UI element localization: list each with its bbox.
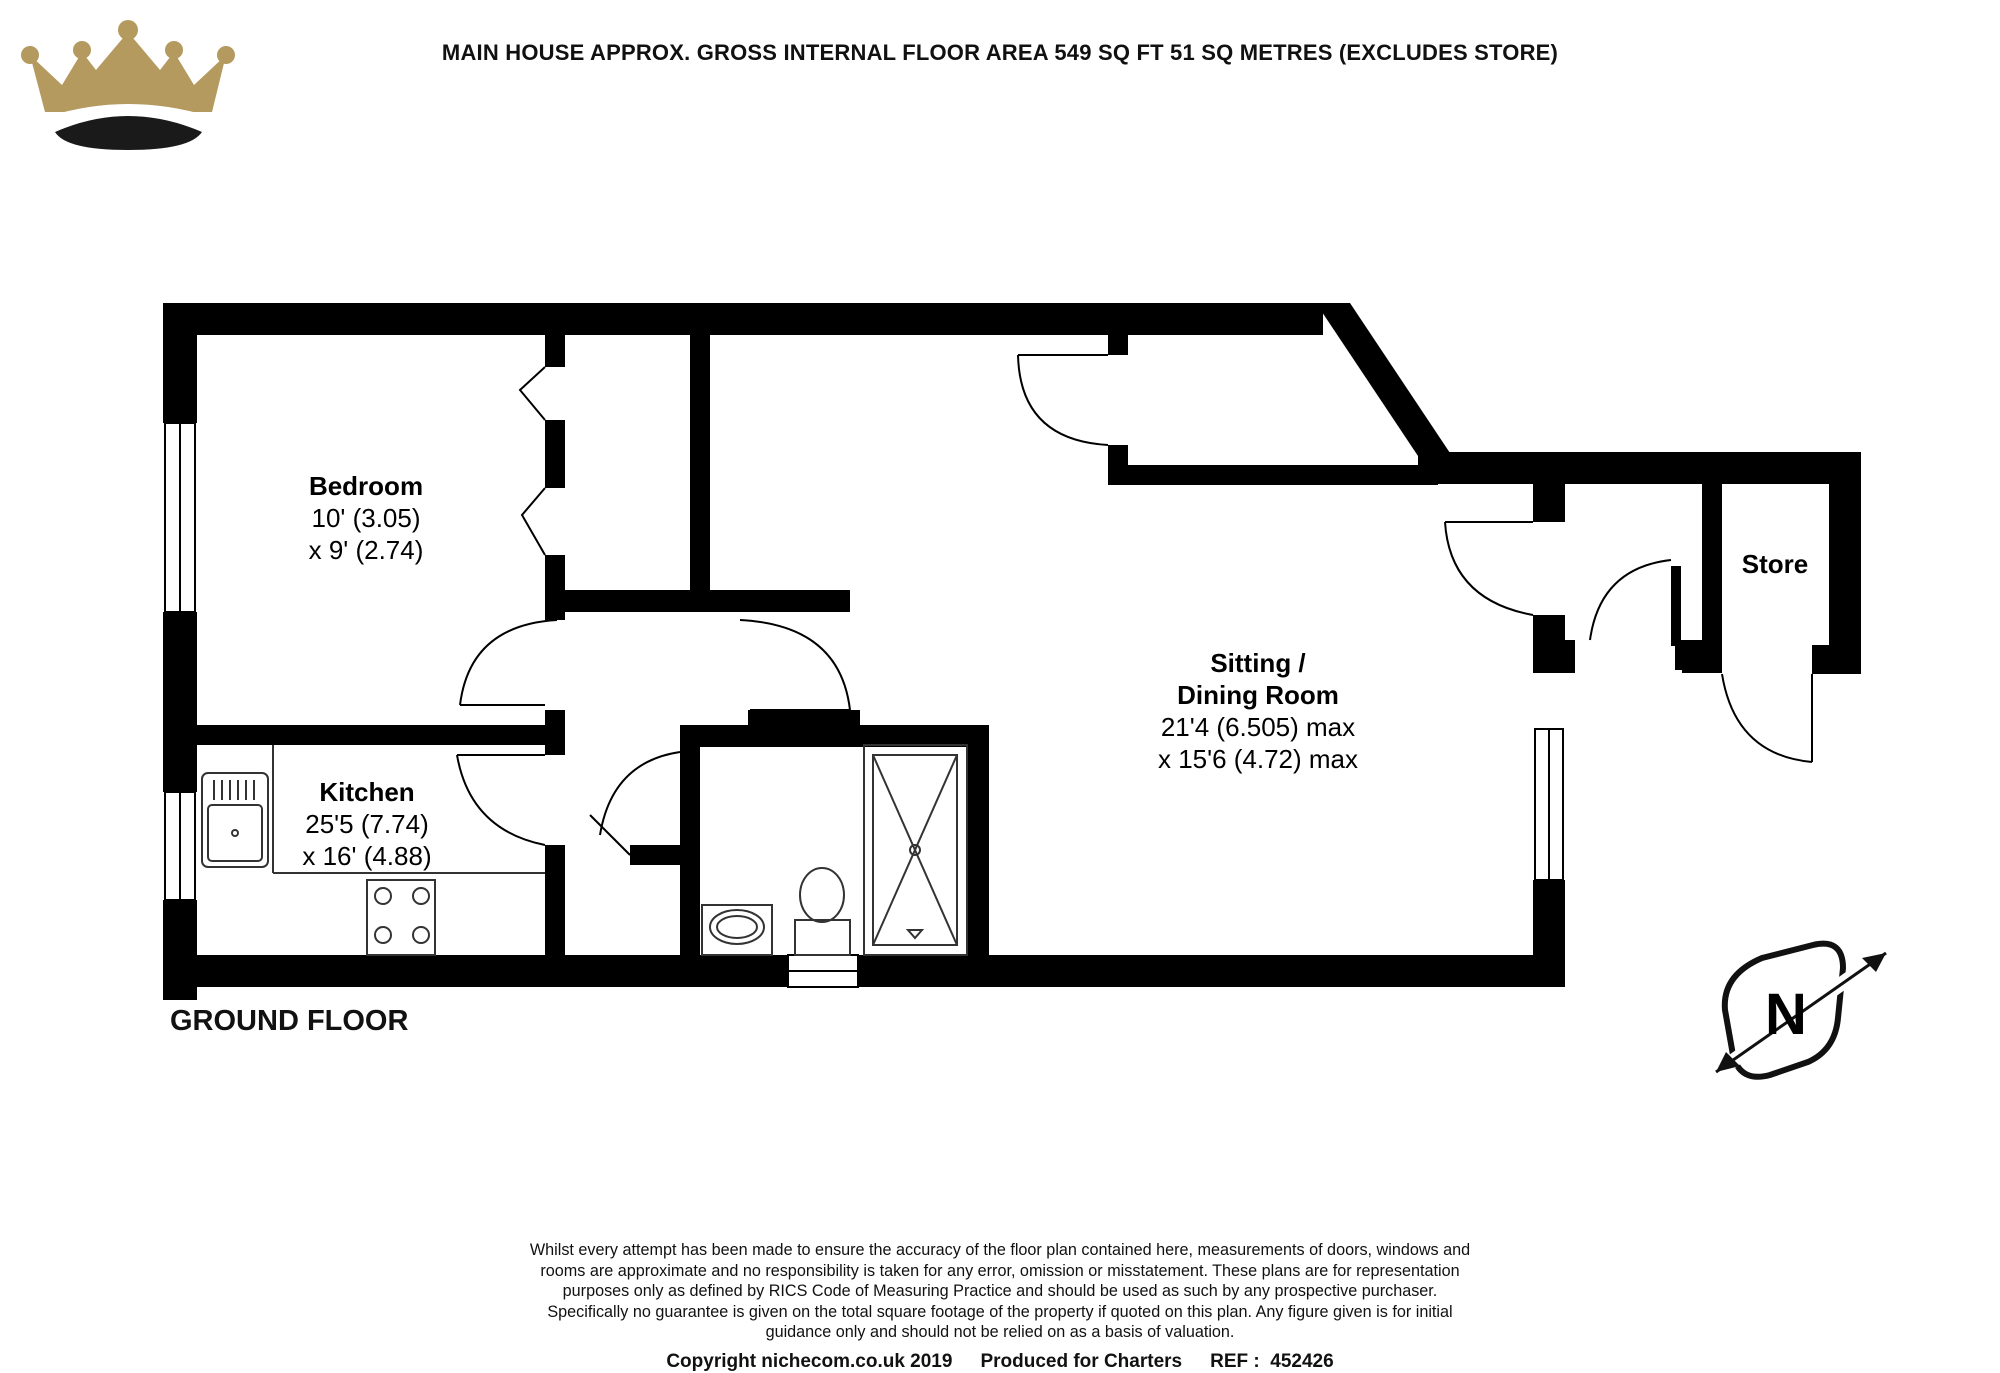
copyright-text: Copyright nichecom.co.uk 2019 (666, 1351, 953, 1372)
disclaimer (470, 1240, 1530, 1343)
bedroom-dim2: x 9' (2.74) (308, 535, 424, 565)
reference-text: REF : 452426 (1210, 1351, 1334, 1372)
sitting-dim1: 21'4 (6.505) max (1160, 712, 1356, 742)
sitting-name-line1: Sitting / (1210, 648, 1306, 678)
basin-icon (702, 905, 772, 955)
crown-logo-icon (21, 20, 235, 150)
north-compass-icon (1716, 944, 1886, 1077)
kitchen-dim1: 25'5 (7.74) (305, 809, 429, 839)
bedroom-name: Bedroom (308, 471, 424, 501)
walls (163, 303, 1861, 1000)
kitchen-name: Kitchen (319, 777, 415, 807)
sitting-dim2: x 15'6 (4.72) max (1157, 744, 1359, 774)
disclaimer-line: guidance only and should not be relied on as a basis of valuation. (765, 1323, 1235, 1341)
bedroom-dim1: 10' (3.05) (311, 503, 421, 533)
compass-letter: N (1765, 982, 1807, 1047)
toilet-icon (795, 868, 850, 955)
store-name: Store (1741, 549, 1809, 579)
kitchen-dim2: x 16' (4.88) (302, 841, 432, 871)
disclaimer-line: Whilst every attempt has been made to ensure the accuracy of the floor plan contained here, measurements of doors, windows and (529, 1241, 1471, 1259)
room-labels (302, 471, 1808, 871)
disclaimer-line: purposes only as defined by RICS Code of Measuring Practice and should be used as such by any prospective purchaser. (562, 1282, 1438, 1300)
disclaimer-line: Specifically no guarantee is given on the total square footage of the property if quoted on this plan. Any figure given is for initial (547, 1302, 1453, 1321)
floor-label: GROUND FLOOR (170, 1005, 409, 1037)
sink-icon (202, 773, 268, 867)
disclaimer-line: rooms are approximate and no responsibility is taken for any error, omission or misstatement. These plans are for representation (540, 1261, 1460, 1280)
footer (0, 1351, 2000, 1373)
sink-drainer-icon (214, 780, 254, 800)
produced-for-text: Produced for Charters (980, 1351, 1183, 1372)
plan-title: MAIN HOUSE APPROX. GROSS INTERNAL FLOOR AREA 549 SQ FT 51 SQ METRES (EXCLUDES STORE) (441, 40, 1559, 65)
sitting-name-line2: Dining Room (1177, 680, 1339, 710)
